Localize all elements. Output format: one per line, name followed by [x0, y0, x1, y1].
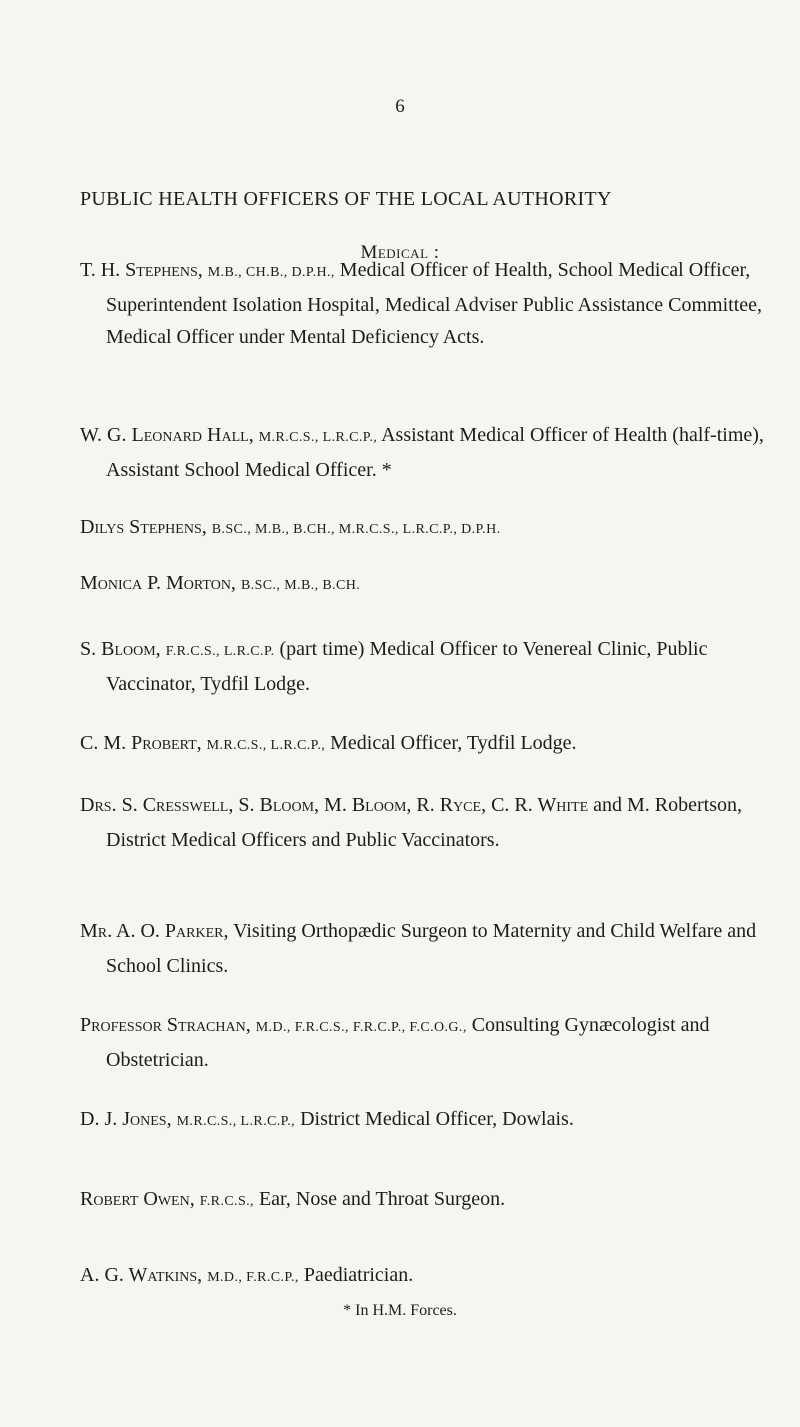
officer-name: Monica P. Morton, — [80, 572, 236, 594]
page-number: 6 — [395, 96, 405, 117]
officer-qualifications: B.SC., M.B., B.CH., M.R.C.S., L.R.C.P., D.P.H. — [211, 522, 501, 537]
officer-qualifications: M.D., F.R.C.S., F.R.C.P., F.C.O.G., — [255, 1020, 467, 1035]
officer-entry — [80, 1009, 766, 1076]
officer-name: A. G. Watkins, — [80, 1264, 203, 1286]
officer-qualifications: M.R.C.S., L.R.C.P., — [176, 1114, 296, 1129]
officer-role: District Medical Officer, Dowlais. — [300, 1108, 574, 1130]
officer-entry — [80, 1103, 766, 1138]
officer-name: Mr. A. O. Parker, — [80, 920, 229, 942]
officer-entry — [80, 727, 766, 762]
officer-name: Drs. S. Cresswell, S. Bloom, M. Bloom, R. Ryce, C. R. White — [80, 794, 589, 816]
officer-name: Professor Strachan, — [80, 1014, 251, 1036]
officer-role: Paediatrician. — [303, 1264, 414, 1286]
officer-role: Ear, Nose and Throat Surgeon. — [258, 1188, 506, 1210]
officer-role: and M. Robertson, District Medical Officers and Public Vaccinators. — [106, 794, 743, 851]
officer-name: Robert Owen, — [80, 1188, 195, 1210]
officer-qualifications: B.SC., M.B., B.CH. — [240, 578, 361, 593]
officer-qualifications: M.B., CH.B., D.P.H., — [207, 265, 335, 280]
officer-name: Dilys Stephens, — [80, 516, 207, 538]
officer-entry — [80, 254, 766, 353]
officer-name: D. J. Jones, — [80, 1108, 172, 1130]
officer-qualifications: F.R.C.S., L.R.C.P. — [165, 644, 275, 659]
officer-qualifications: M.D., F.R.C.P., — [207, 1270, 299, 1285]
officer-entry — [80, 915, 766, 982]
officer-name: T. H. Stephens, — [80, 259, 203, 281]
officer-qualifications: M.R.C.S., L.R.C.P., — [258, 430, 378, 445]
officer-name: C. M. Probert, — [80, 732, 202, 754]
officer-qualifications: M.R.C.S., L.R.C.P., — [206, 738, 326, 753]
officer-entry — [80, 1183, 766, 1218]
page-title: PUBLIC HEALTH OFFICERS OF THE LOCAL AUTHORITY — [80, 188, 612, 210]
section-heading: Medical : — [360, 242, 440, 263]
officer-role: Visiting Orthopædic Surgeon to Maternity and Child Welfare and School Clinics. — [106, 920, 757, 977]
officer-name: S. Bloom, — [80, 638, 161, 660]
footnote: * In H.M. Forces. — [343, 1302, 457, 1319]
officer-role: Consulting Gynæcologist and Obstetrician. — [106, 1014, 710, 1071]
officer-entry — [80, 789, 766, 856]
officer-qualifications: F.R.C.S., — [199, 1194, 254, 1209]
officer-role: (part time) Medical Officer to Venereal Clinic, Public Vaccinator, Tydfil Lodge. — [106, 638, 708, 695]
officer-role: Medical Officer, Tydfil Lodge. — [330, 732, 577, 754]
officer-role: Assistant Medical Officer of Health (half-time), Assistant School Medical Officer. * — [106, 424, 764, 481]
officer-entry — [80, 567, 766, 602]
officer-entry — [80, 419, 766, 486]
officer-name: W. G. Leonard Hall, — [80, 424, 254, 446]
officer-entry — [80, 511, 766, 546]
officer-role: Medical Officer of Health, School Medical Officer, Superintendent Isolation Hospital, Medical Adviser Public Assistance Committee, Medical Officer under Mental Deficiency Acts. — [106, 259, 763, 348]
officer-entry — [80, 633, 766, 700]
officer-entry — [80, 1259, 766, 1294]
